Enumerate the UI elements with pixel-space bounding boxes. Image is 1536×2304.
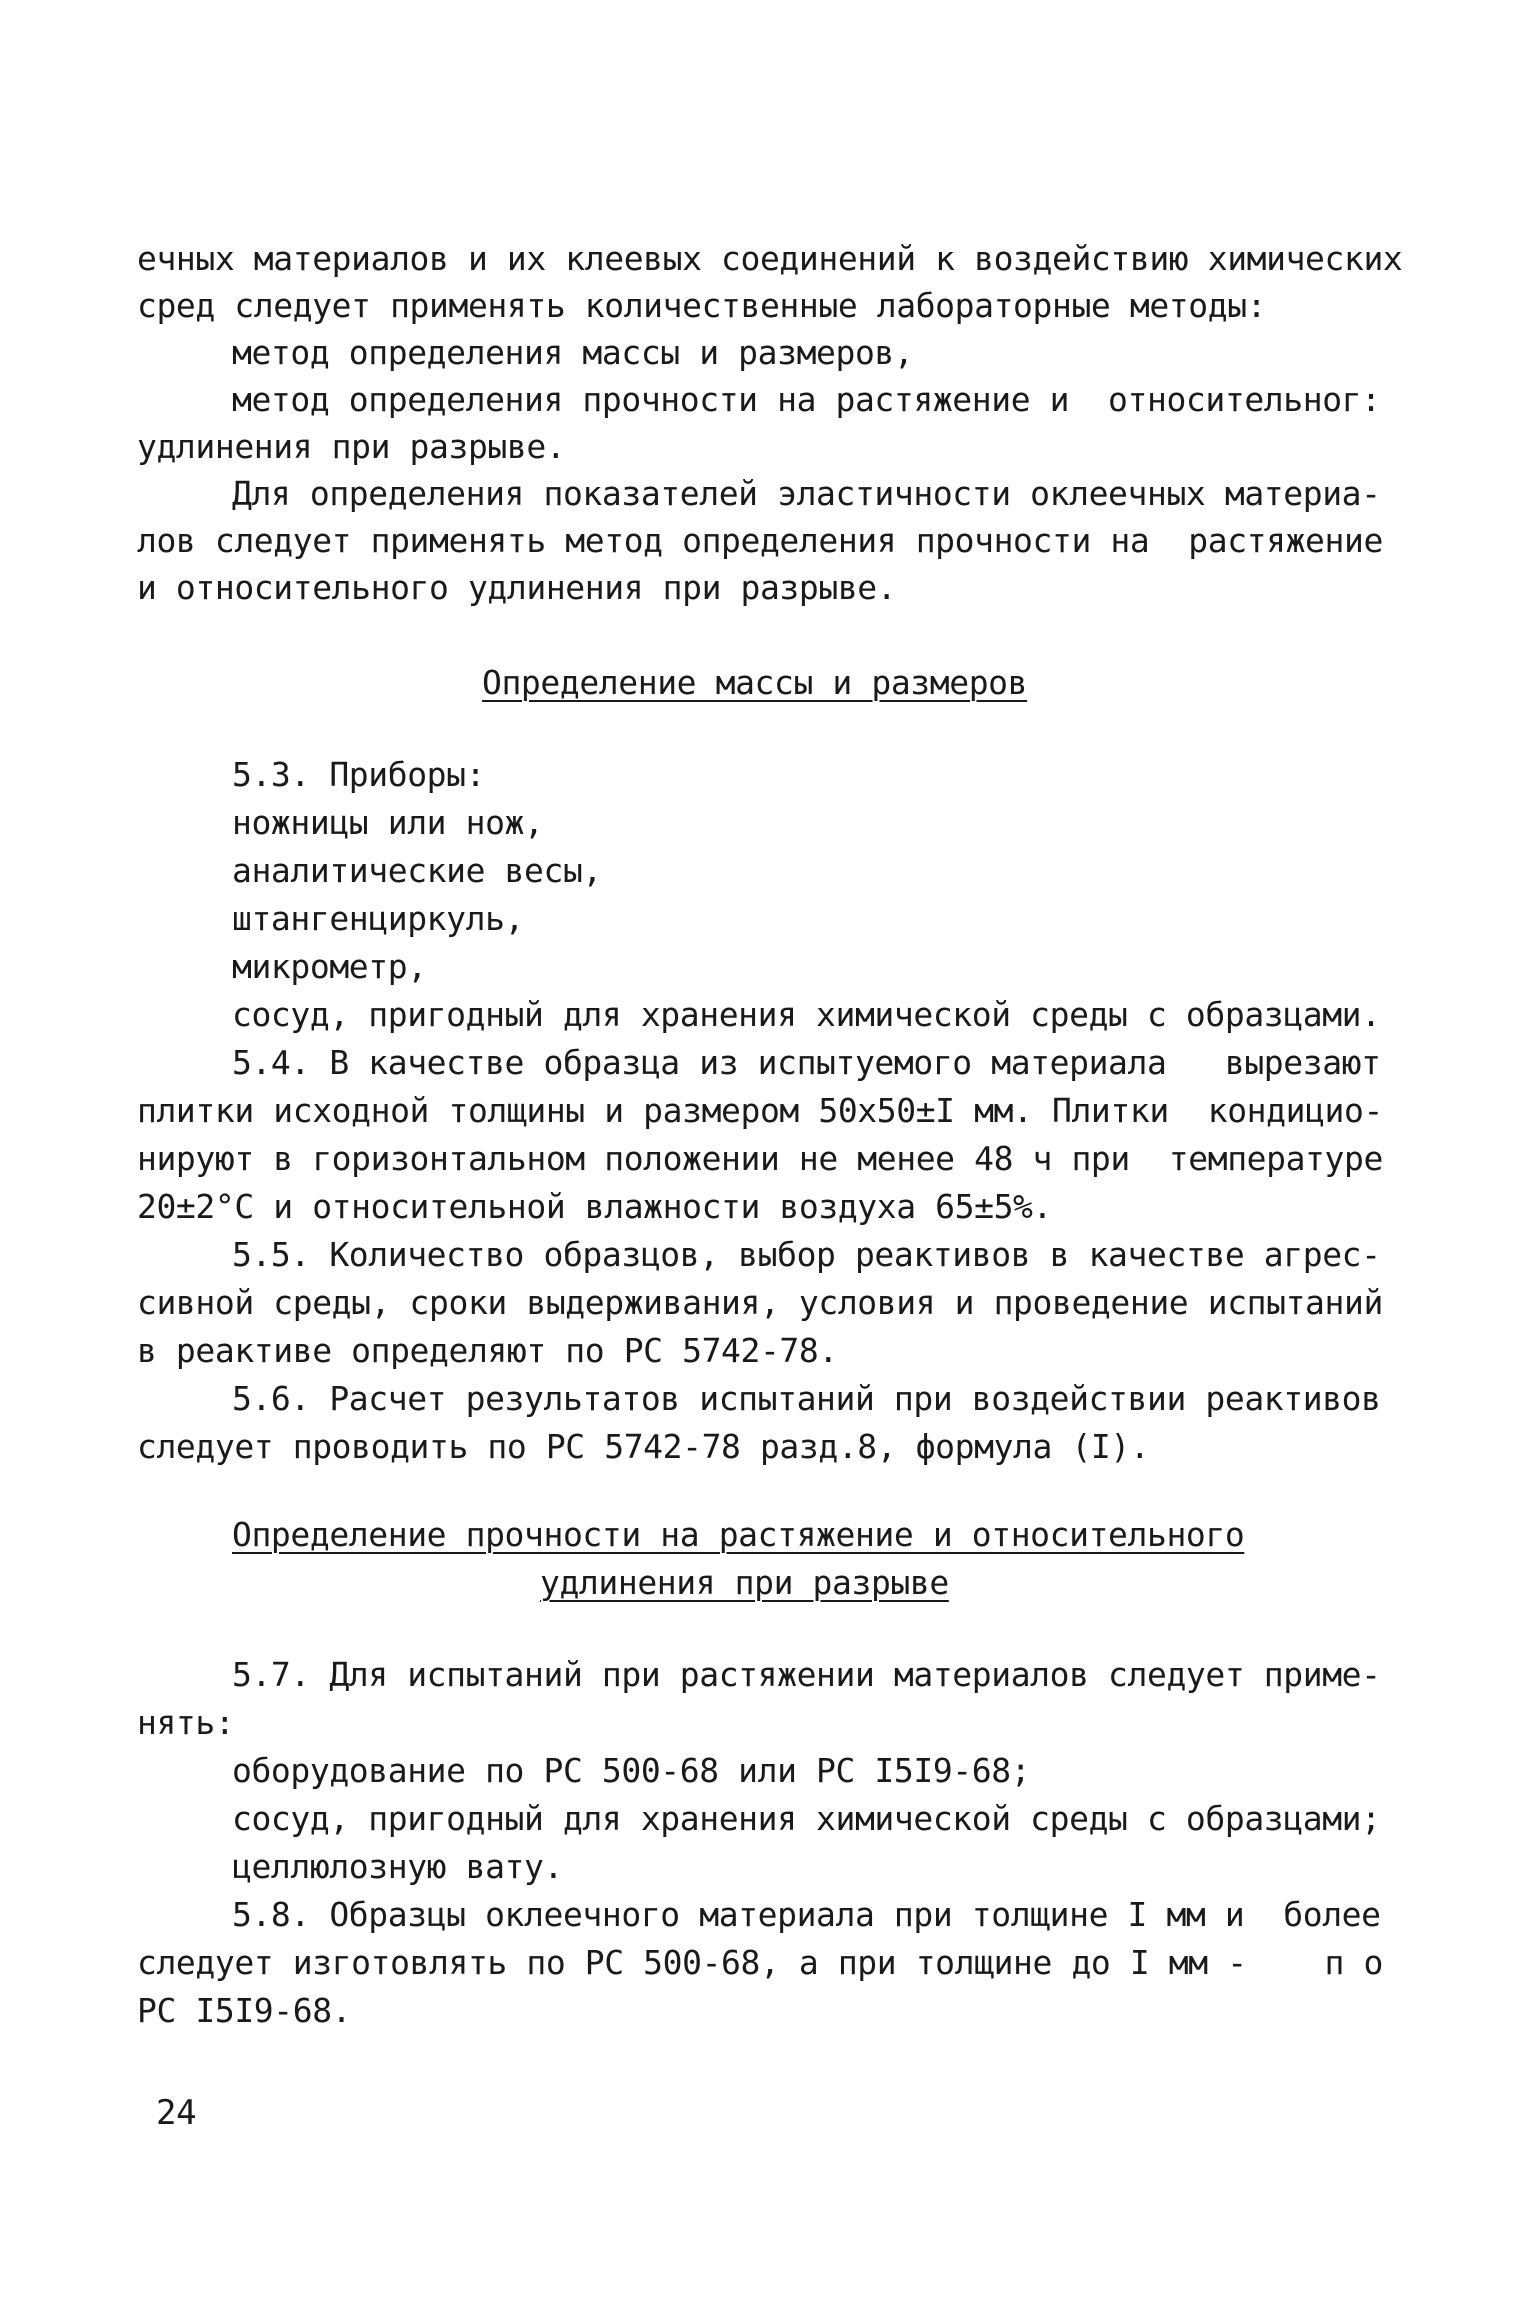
text-line: следует проводить по РС 5742-78 разд.8, формула (I). (137, 1427, 1150, 1466)
text-line: следует изготовлять по РС 500-68, а при толщине до I мм - п о (137, 1943, 1383, 1982)
text-line: сосуд, пригодный для хранения химической среды с образцами. (232, 995, 1381, 1034)
text-line: сивной среды, сроки выдерживания, условия и проведение испытаний (137, 1283, 1383, 1322)
text-line: нируют в горизонтальном положении не менее 48 ч при температуре (137, 1139, 1383, 1178)
text-line: в реактиве определяют по РС 5742-78. (137, 1331, 838, 1370)
text-line: 5.8. Образцы оклеечного материала при толщине I мм и более (232, 1895, 1381, 1934)
text-line: плитки исходной толщины и размером 50х50±I мм. Плитки кондицио- (137, 1091, 1383, 1130)
text-line: сосуд, пригодный для хранения химической среды с образцами; (232, 1799, 1381, 1838)
text-line: метод определения прочности на растяжение и относительног: (232, 380, 1381, 419)
text-line: штангенциркуль, (232, 899, 525, 938)
section-heading: Определение прочности на растяжение и относительного (232, 1515, 1245, 1554)
text-line: сред следует применять количественные лабораторные методы: (137, 286, 1267, 325)
text-line: Для определения показателей эластичности оклеечных материа- (232, 474, 1381, 513)
section-heading: удлинения при разрыве (540, 1563, 949, 1602)
text-line: нять: (137, 1703, 235, 1742)
text-line: оборудование по РС 500-68 или РС I5I9-68; (232, 1751, 1031, 1790)
text-line: микрометр, (232, 947, 427, 986)
text-line: и относительного удлинения при разрыве. (137, 568, 897, 607)
text-line: 5.3. Приборы: (232, 755, 486, 794)
text-line: целлюлозную вату. (232, 1847, 563, 1886)
text-line: 5.6. Расчет результатов испытаний при воздействии реактивов (232, 1379, 1381, 1418)
page-number: 24 (156, 2093, 197, 2133)
section-heading: Определение массы и размеров (482, 663, 1028, 702)
text-line: 20±2°С и относительной влажности воздуха 65±5%. (137, 1187, 1052, 1226)
text-line: 5.7. Для испытаний при растяжении материалов следует приме- (232, 1655, 1381, 1694)
text-line: аналитические весы, (232, 851, 602, 890)
text-line: 5.4. В качестве образца из испытуемого материала вырезают (232, 1043, 1381, 1082)
text-line: ножницы или нож, (232, 803, 544, 842)
text-line: лов следует применять метод определения прочности на растяжение (137, 521, 1383, 560)
text-line: удлинения при разрыве. (137, 427, 566, 466)
text-line: ечных материалов и их клеевых соединений к воздействию химических (137, 239, 1403, 278)
text-line: РС I5I9-68. (137, 1991, 352, 2030)
text-line: 5.5. Количество образцов, выбор реактивов в качестве агрес- (232, 1235, 1381, 1274)
text-line: метод определения массы и размеров, (232, 333, 914, 372)
